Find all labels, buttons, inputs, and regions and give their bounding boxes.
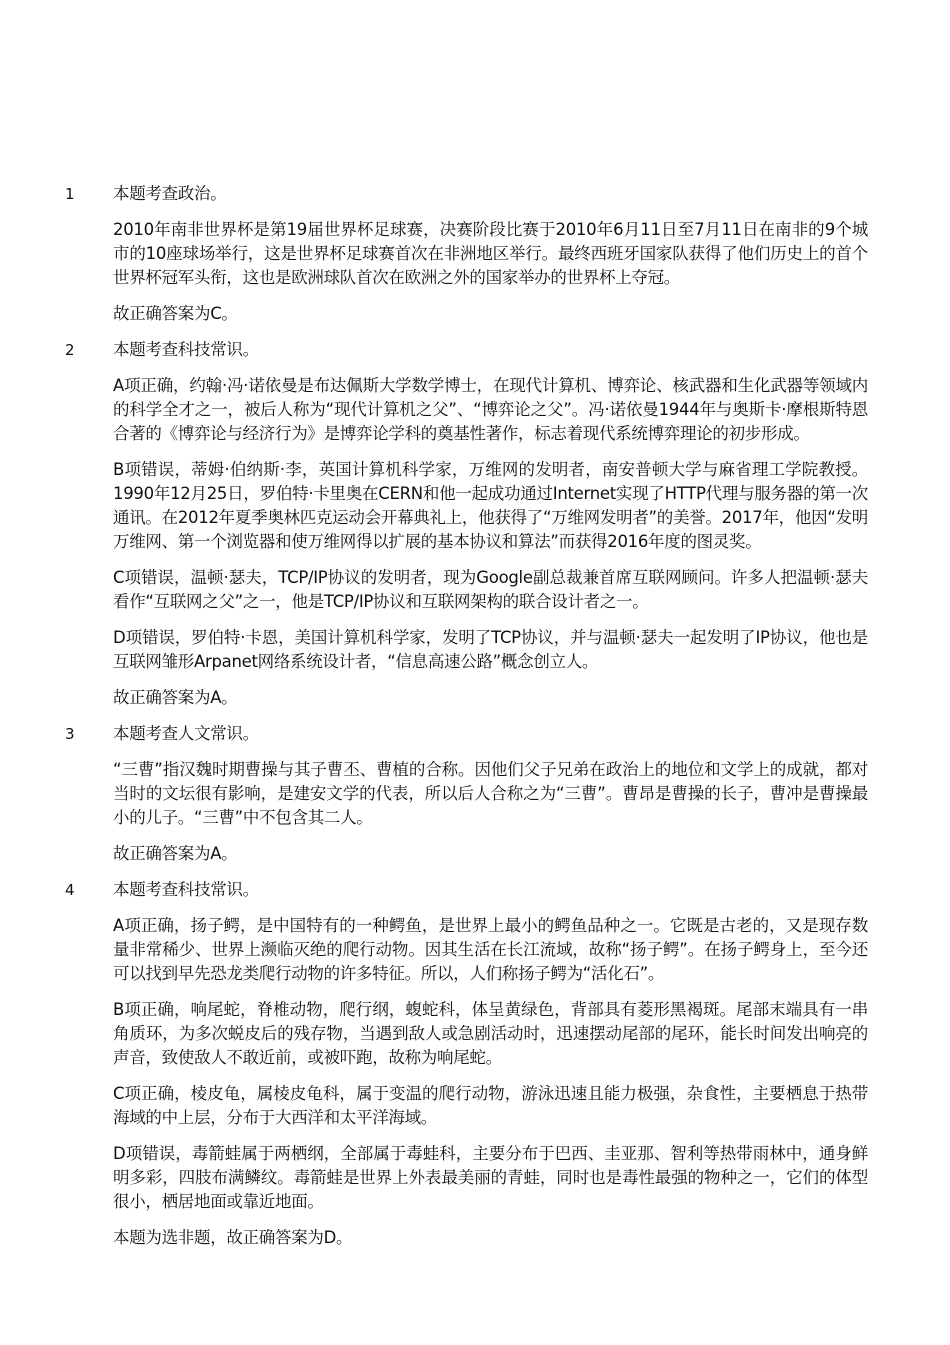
answer-topic: 本题考查人文常识。 [113, 724, 259, 743]
answer-paragraph: “三曹”指汉魏时期曹操与其子曹丕、曹植的合称。因他们父子兄弟在政治上的地位和文学上的成就，都对当时的文坛很有影响，是建安文学的代表，所以后人合称之为“三曹”。曹昂是曹操的长子，曹冲是曹操最小的儿子。“三曹”中不包含其二人。 [113, 760, 868, 827]
answer-paragraph: 2010年南非世界杯是第19届世界杯足球赛，决赛阶段比赛于2010年6月11日至7月11日在南非的9个城市的10座球场举行，这是世界杯足球赛首次在非洲地区举行。最终西班牙国家队获得了他们历史上的首个世界杯冠军头衔，这也是欧洲球队首次在欧洲之外的国家举办的世界杯上夺冠。 [113, 220, 868, 287]
answer-conclusion: 本题为选非题，故正确答案为D。 [113, 1228, 353, 1247]
answer-block-2 [0, 338, 950, 710]
answer-topic: 本题考查政治。 [113, 184, 227, 203]
answer-list [0, 182, 950, 1262]
answer-paragraph: B项正确，响尾蛇，脊椎动物，爬行纲，蝮蛇科，体呈黄绿色，背部具有菱形黑褐斑。尾部末端具有一串角质环，为多次蜕皮后的残存物，当遇到敌人或急剧活动时，迅速摆动尾部的尾环，能长时间发出响亮的声音，致使敌人不敢近前，或被吓跑，故称为响尾蛇。 [113, 1000, 868, 1067]
answer-paragraph: C项错误，温顿·瑟夫，TCP/IP协议的发明者，现为Google副总裁兼首席互联网顾问。许多人把温顿·瑟夫看作“互联网之父”之一，他是TCP/IP协议和互联网架构的联合设计者之一。 [113, 568, 868, 611]
answer-block-4 [0, 878, 950, 1250]
answer-paragraph: A项正确，扬子鳄，是中国特有的一种鳄鱼，是世界上最小的鳄鱼品种之一。它既是古老的，又是现存数量非常稀少、世界上濒临灭绝的爬行动物。因其生活在长江流域，故称“扬子鳄”。在扬子鳄身上，至今还可以找到早先恐龙类爬行动物的许多特征。所以，人们称扬子鳄为“活化石”。 [113, 916, 868, 983]
answer-paragraph: D项错误，罗伯特·卡恩，美国计算机科学家，发明了TCP协议，并与温顿·瑟夫一起发明了IP协议，他也是互联网雏形Arpanet网络系统设计者，“信息高速公路”概念创立人。 [113, 628, 868, 671]
answer-paragraph: B项错误，蒂姆·伯纳斯·李，英国计算机科学家，万维网的发明者，南安普顿大学与麻省理工学院教授。1990年12月25日，罗伯特·卡里奥在CERN和他一起成功通过Internet实现了HTTP代理与服务器的第一次通讯。在2012年夏季奥林匹克运动会开幕典礼上，他获得了“万维网发明者”的美誉。2017年，他因“发明万维网、第一个浏览器和使万维网得以扩展的基本协议和算法”而获得2016年度的图灵奖。 [113, 460, 868, 551]
question-number: 1 [65, 185, 75, 203]
answer-paragraph: C项正确，棱皮龟，属棱皮龟科，属于变温的爬行动物，游泳迅速且能力极强，杂食性，主要栖息于热带海域的中上层，分布于大西洋和太平洋海域。 [113, 1084, 868, 1127]
answer-block-1 [0, 182, 950, 326]
answer-block-3 [0, 722, 950, 866]
answer-topic: 本题考查科技常识。 [113, 880, 259, 899]
answer-paragraph: D项错误，毒箭蛙属于两栖纲，全部属于毒蛙科，主要分布于巴西、圭亚那、智利等热带雨林中，通身鲜明多彩，四肢布满鳞纹。毒箭蛙是世界上外表最美丽的青蛙，同时也是毒性最强的物种之一，它们的体型很小，栖居地面或靠近地面。 [113, 1144, 868, 1211]
question-number: 3 [65, 725, 75, 743]
answer-conclusion: 故正确答案为C。 [113, 304, 238, 323]
question-number: 2 [65, 341, 75, 359]
answer-conclusion: 故正确答案为A。 [113, 688, 238, 707]
answer-conclusion: 故正确答案为A。 [113, 844, 238, 863]
question-number: 4 [65, 881, 75, 899]
answer-paragraph: A项正确，约翰·冯·诺依曼是布达佩斯大学数学博士，在现代计算机、博弈论、核武器和生化武器等领域内的科学全才之一，被后人称为“现代计算机之父”、“博弈论之父”。冯·诺依曼1944年与奥斯卡·摩根斯特恩合著的《博弈论与经济行为》是博弈论学科的奠基性著作，标志着现代系统博弈理论的初步形成。 [113, 376, 868, 443]
answer-topic: 本题考查科技常识。 [113, 340, 259, 359]
